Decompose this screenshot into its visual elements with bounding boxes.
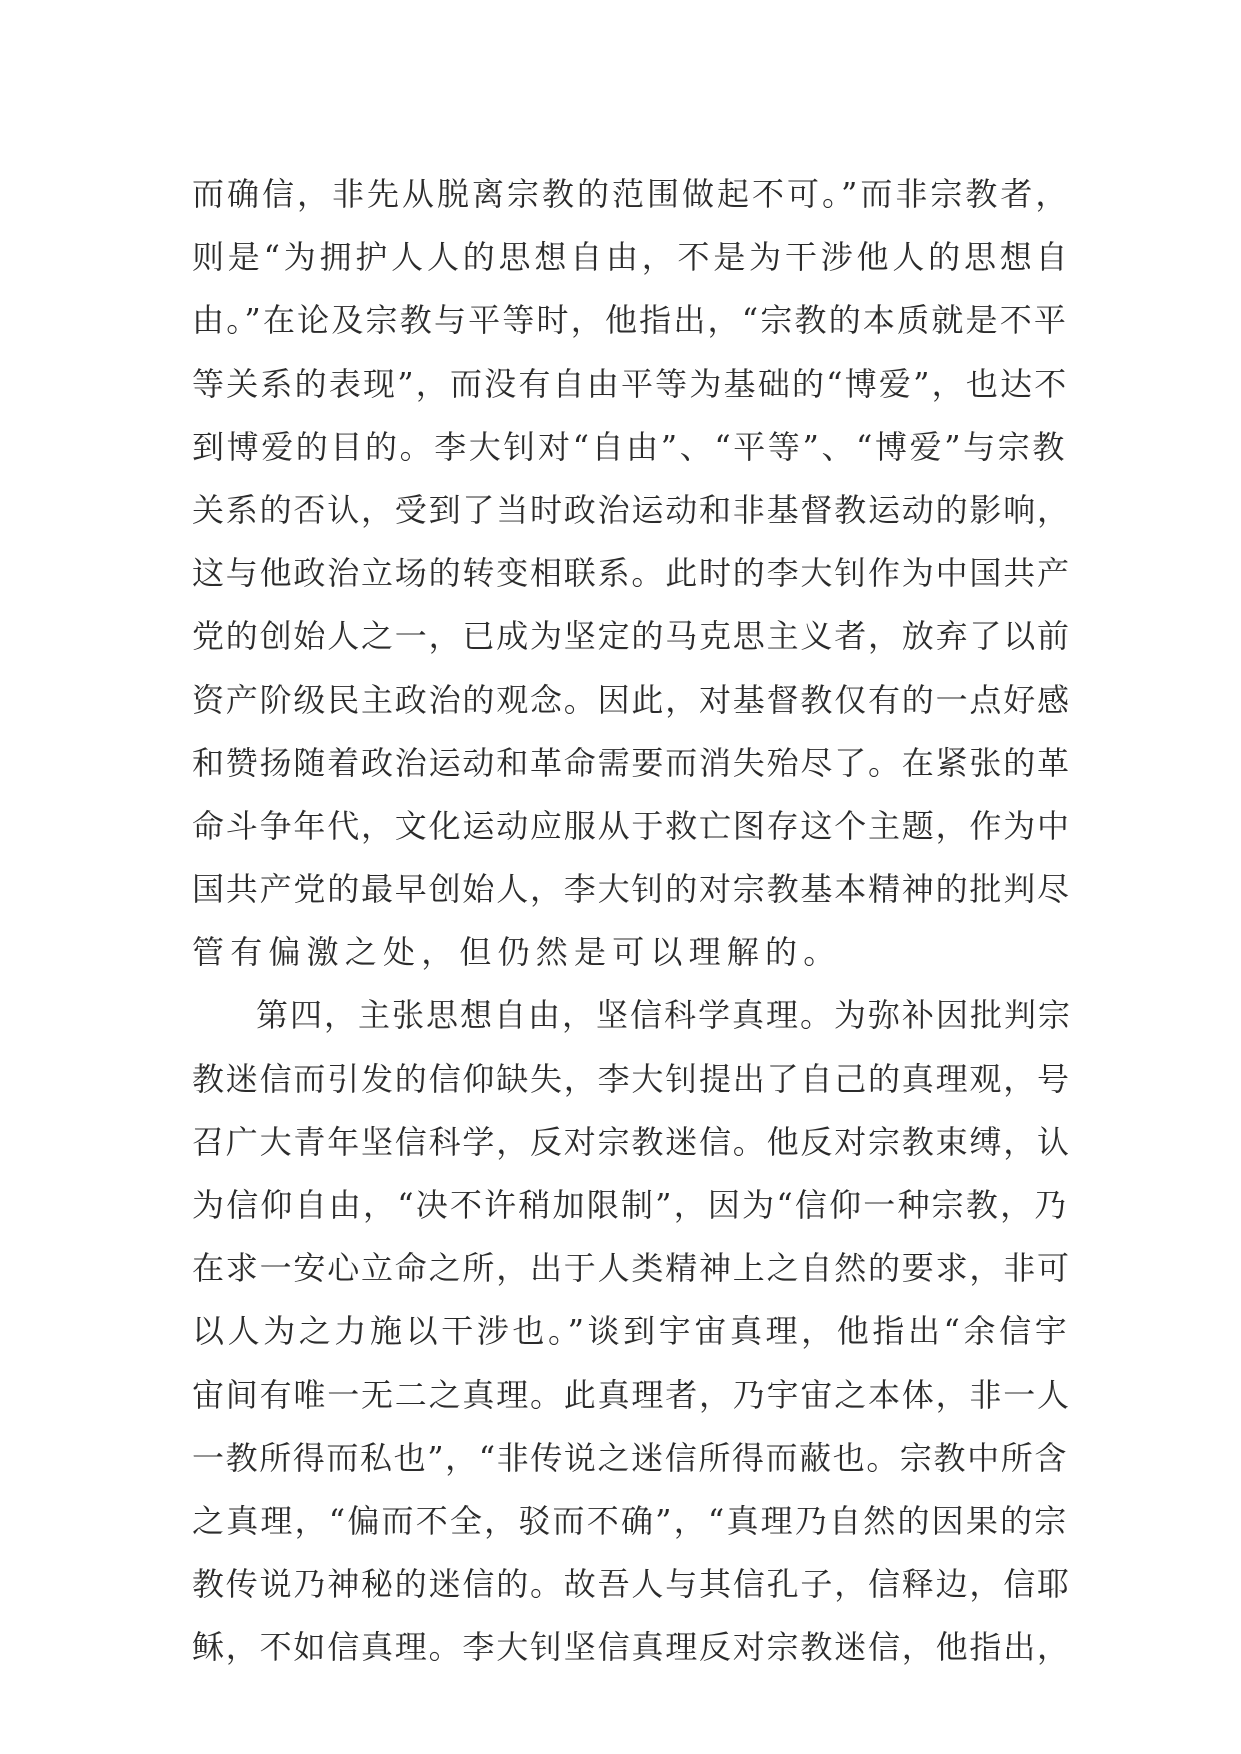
text-line: 资产阶级民主政治的观念。因此，对基督教仅有的一点好感	[192, 680, 1071, 719]
text-line: 教传说乃神秘的迷信的。故吾人与其信孔子，信释边，信耶	[192, 1565, 1071, 1604]
text-line: 等关系的表现”，而没有自由平等为基础的“博爱”，也达不	[192, 364, 1069, 403]
text-line: 则是“为拥护人人的思想自由，不是为干涉他人的思想自	[192, 238, 1072, 277]
text-line: 一教所得而私也”，“非传说之迷信所得而蔽也。宗教中所含	[192, 1438, 1068, 1477]
text-line: 教迷信而引发的信仰缺失，李大钊提出了自己的真理观，号	[192, 1059, 1071, 1098]
text-line: 在求一安心立命之所，出于人类精神上之自然的要求，非可	[192, 1249, 1071, 1288]
text-line: 而确信，非先从脱离宗教的范围做起不可。”而非宗教者，	[192, 175, 1071, 213]
paragraph-start-line: 第四，主张思想自由，坚信科学真理。为弥补因批判宗	[256, 996, 1073, 1035]
text-line: 由。”在论及宗教与平等时，他指出，“宗教的本质就是不平	[192, 301, 1069, 340]
text-line: 这与他政治立场的转变相联系。此时的李大钊作为中国共产	[192, 554, 1071, 593]
text-line: 以人为之力施以干涉也。”谈到宇宙真理，他指出“余信宇	[192, 1312, 1071, 1351]
text-line: 召广大青年坚信科学，反对宗教迷信。他反对宗教束缚，认	[192, 1122, 1071, 1161]
text-line: 命斗争年代，文化运动应服从于救亡图存这个主题，作为中	[192, 806, 1071, 845]
body-text	[192, 163, 1072, 1680]
text-line: 关系的否认，受到了当时政治运动和非基督教运动的影响，	[192, 490, 1071, 529]
text-line: 宙间有唯一无二之真理。此真理者，乃宇宙之本体，非一人	[192, 1375, 1071, 1414]
text-line: 党的创始人之一，已成为坚定的马克思主义者，放弃了以前	[192, 617, 1071, 656]
text-line: 和赞扬随着政治运动和革命需要而消失殆尽了。在紧张的革	[192, 743, 1071, 782]
text-line: 之真理，“偏而不全，驳而不确”，“真理乃自然的因果的宗	[192, 1501, 1069, 1540]
text-line: 为信仰自由，“决不许稍加限制”，因为“信仰一种宗教，乃	[192, 1186, 1069, 1224]
text-line: 稣，不如信真理。李大钊坚信真理反对宗教迷信，他指出，	[192, 1628, 1071, 1667]
text-line: 到博爱的目的。李大钊对“自由”、“平等”、“博爱”与宗教	[192, 427, 1067, 466]
text-line: 国共产党的最早创始人，李大钊的对宗教基本精神的批判尽	[192, 870, 1071, 909]
text-line: 管有偏激之处，但仍然是可以理解的。	[192, 933, 842, 972]
